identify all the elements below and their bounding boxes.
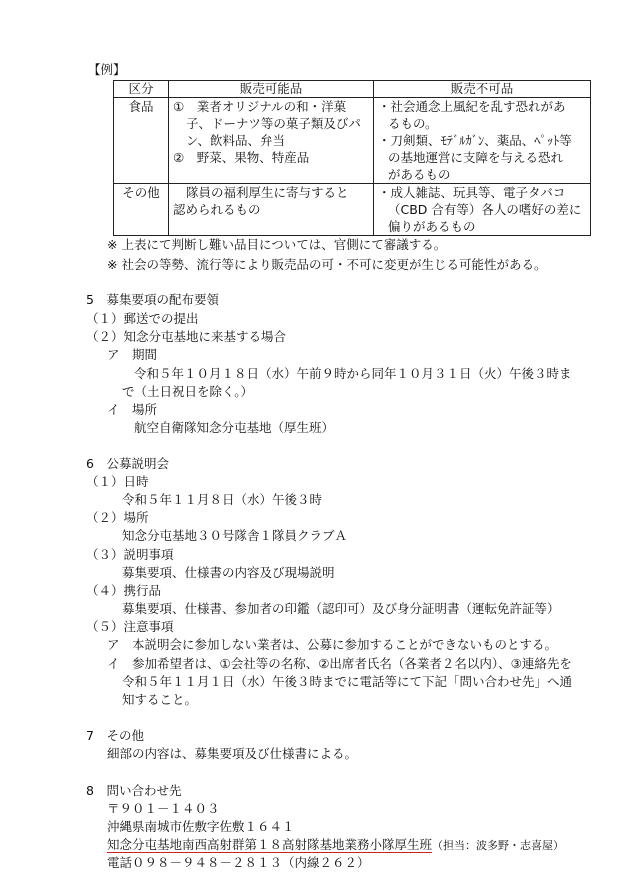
caution-b: 知すること。 xyxy=(122,692,198,707)
cell-line: ・社会通念上風紀を乱す恐れがあ xyxy=(378,99,566,114)
caution-a: ア 本説明会に参加しない業者は、公募に参加することができないものとする。 xyxy=(107,637,558,652)
section-6-item-2: （２）場所 xyxy=(86,510,149,525)
cell-line: ・刀剣類、ﾓﾃﾞﾙｶﾞﾝ、薬品、ﾍﾟｯﾄ等 xyxy=(378,133,572,148)
note-line: ※ 社会の等勢、流行等により販売品の可・不可に変更が生じる可能性がある。 xyxy=(107,257,547,272)
cell-line: ン、飲料品、弁当 xyxy=(186,133,286,148)
period-text: で（土日祝日を除く。） xyxy=(122,384,254,399)
section-5-item-1: （１）郵送での提出 xyxy=(86,311,199,326)
cell-line: ② 野菜、果物、特産品 xyxy=(173,150,310,165)
explanation-text: 募集要項、仕様書の内容及び現場説明 xyxy=(122,565,335,580)
section-6-item-4: （４）携行品 xyxy=(86,583,162,598)
section-7-title: 7 その他 xyxy=(86,728,144,743)
header-category: 区分 xyxy=(114,81,169,98)
caution-b: イ 参加希望者は、①会社等の名称、②出席者氏名（各業者２名以内）、③連絡先を xyxy=(107,656,572,671)
other-text: 細部の内容は、募集要項及び仕様書による。 xyxy=(107,746,358,761)
header-prohibited: 販売不可品 xyxy=(374,81,591,98)
table-header-row xyxy=(114,81,591,98)
cell-line: （CBD 合有等）各人の嗜好の差に xyxy=(388,202,582,217)
section-5-title: 5 募集要項の配布要領 xyxy=(86,292,219,307)
caution-b: 令和５年１１月１日（水）午後３時までに電話等にて下記「問い合わせ先」へ通 xyxy=(122,674,573,689)
contact-office-line xyxy=(107,837,564,854)
place-label: イ 場所 xyxy=(107,402,158,417)
place-text: 航空自衛隊知念分屯基地（厚生班） xyxy=(134,420,335,435)
cell-line: の基地運営に支障を与える恐れ xyxy=(388,150,564,165)
row-category: 食品 xyxy=(114,98,169,184)
example-label: 【例】 xyxy=(88,62,126,77)
cell-line: 認められるもの xyxy=(173,202,261,217)
prohibited-cell xyxy=(374,184,591,236)
section-6-item-1: （１）日時 xyxy=(86,474,149,489)
phone-number: 電話０９８－９４８－２８１３（内線２６２） xyxy=(107,855,370,870)
cell-line: 子、ドーナツ等の菓子類及びパ xyxy=(186,116,361,131)
location-text: 知念分屯基地３０号隊舎１隊員クラブＡ xyxy=(122,528,348,543)
section-6-item-3: （３）説明事項 xyxy=(86,547,174,562)
cell-line: があるもの xyxy=(388,167,451,182)
office-name: 知念分屯基地南西高射群第１８高射隊基地業務小隊厚生班 xyxy=(107,837,433,852)
allowed-cell xyxy=(169,184,374,236)
datetime-text: 令和５年１１月８日（水）午後３時 xyxy=(122,492,323,507)
sales-items-table xyxy=(113,80,591,236)
section-8-title: 8 問い合わせ先 xyxy=(86,783,182,798)
row-category: その他 xyxy=(114,184,169,236)
cell-line: ・成人雑誌、玩具等、電子タバコ xyxy=(378,185,566,200)
prohibited-cell xyxy=(374,98,591,184)
header-allowed: 販売可能品 xyxy=(169,81,374,98)
note-line: ※ 上表にて判断し難い品目については、官側にて審議する。 xyxy=(107,237,447,252)
address: 沖縄県南城市佐敷字佐敷１６４１ xyxy=(107,819,295,834)
period-label: ア 期間 xyxy=(107,347,158,362)
table-row xyxy=(114,98,591,184)
section-5-item-2: （２）知念分屯基地に来基する場合 xyxy=(86,329,287,344)
contact-person: （担当：波多野・志喜屋） xyxy=(432,839,565,852)
section-6-title: 6 公募説明会 xyxy=(86,456,169,471)
section-6-item-5: （５）注意事項 xyxy=(86,619,174,634)
cell-line: 偏りがあるもの xyxy=(388,219,476,234)
cell-line: 隊員の福利厚生に寄与すると xyxy=(186,185,349,200)
allowed-cell xyxy=(169,98,374,184)
table-row xyxy=(114,184,591,236)
period-text: 令和５年１０月１８日（水）午前９時から同年１０月３１日（火）午後３時ま xyxy=(134,366,572,381)
belongings-text: 募集要項、仕様書、参加者の印鑑（認印可）及び身分証明書（運転免許証等） xyxy=(122,601,560,616)
cell-line: るもの。 xyxy=(388,116,438,131)
cell-line: ① 業者オリジナルの和・洋菓 xyxy=(173,99,347,114)
postal-code: 〒９０１－１４０３ xyxy=(107,801,220,816)
